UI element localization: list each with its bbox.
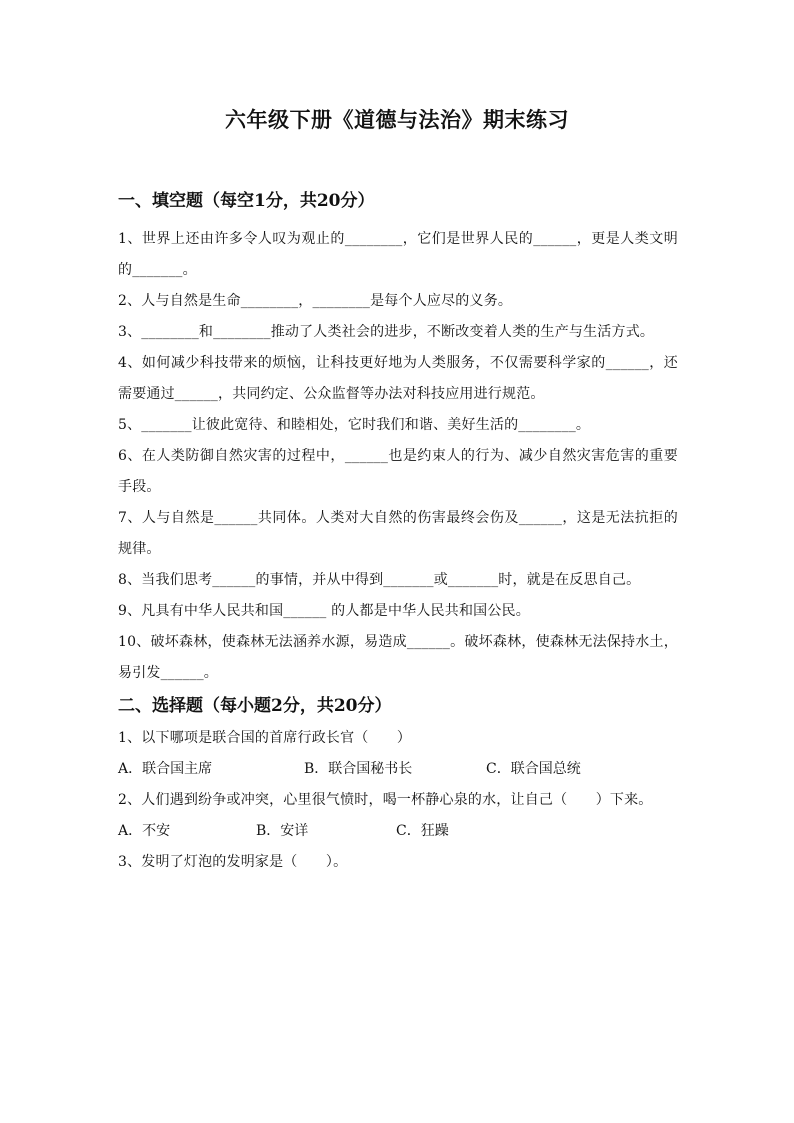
question-2-2-stem: 2、人们遇到纷争或冲突，心里很气愤时，喝一杯静心泉的水，让自己（ ）下来。	[118, 792, 653, 808]
option-a: A．不安	[118, 823, 171, 839]
question-2-1-options	[118, 754, 678, 785]
question-1-1: 1、世界上还由许多令人叹为观止的________，它们是世界人民的______，更是人类文明的_______。	[118, 231, 678, 278]
document-content	[118, 186, 678, 878]
section-heading-multiple-choice: 二、选择题（每小题2分，共20分）	[118, 696, 392, 716]
section-heading-fill-blank: 一、填空题（每空1分，共20分）	[118, 191, 375, 211]
question-1-6: 6、在人类防御自然灾害的过程中，______也是约束人的行为、减少自然灾害危害的重要手段。	[118, 448, 678, 495]
question-1-5: 5、_______让彼此宽待、和睦相处，它时我们和谐、美好生活的________。	[118, 417, 591, 433]
question-1-7: 7、人与自然是______共同体。人类对大自然的伤害最终会伤及______，这是无法抗拒的规律。	[118, 510, 678, 557]
option-a: A．联合国主席	[118, 761, 213, 777]
question-2-2-options	[118, 816, 678, 847]
question-2-3-stem: 3、发明了灯泡的发明家是（ ）。	[118, 854, 348, 870]
question-1-10: 10、破坏森林，使森林无法涵养水源，易造成______。破坏森林，使森林无法保持水土，易引发______。	[118, 634, 678, 681]
question-1-4: 4、如何减少科技带来的烦恼，让科技更好地为人类服务，不仅需要科学家的______，还需要通过______，共同约定、公众监督等办法对科技应用进行规范。	[118, 355, 678, 402]
question-2-1-stem: 1、以下哪项是联合国的首席行政长官（ ）	[118, 730, 412, 746]
page-title: 六年级下册《道德与法治》期末练习	[225, 107, 569, 132]
option-c: C．狂躁	[396, 823, 449, 839]
question-1-2: 2、人与自然是生命________，________是每个人应尽的义务。	[118, 293, 513, 309]
question-1-3: 3、________和________推动了人类社会的进步，不断改变着人类的生产与生活方式。	[118, 324, 655, 340]
option-b: B．联合国秘书长	[304, 761, 413, 777]
question-1-9: 9、凡具有中华人民共和国______ 的人都是中华人民共和国公民。	[118, 603, 530, 619]
option-b: B．安详	[256, 823, 309, 839]
question-1-8: 8、当我们思考______的事情，并从中得到_______或_______时，就是在反思自己。	[118, 572, 641, 588]
option-c: C．联合国总统	[486, 761, 581, 777]
